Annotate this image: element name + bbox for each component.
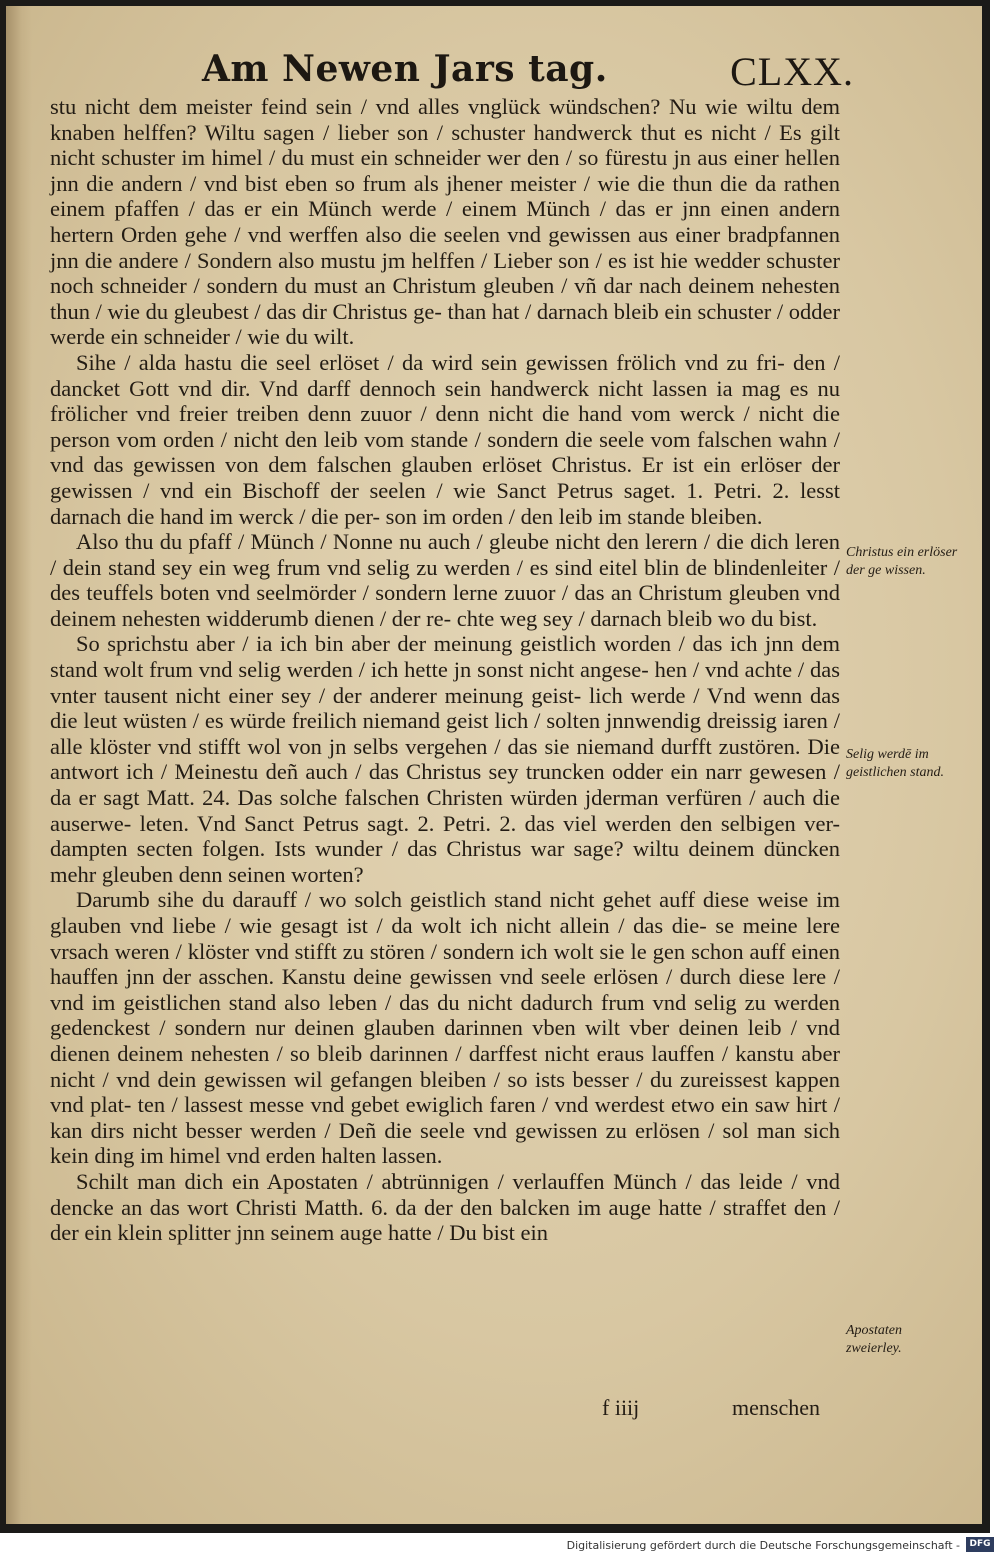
marginal-note-selig: Selig werdē im geistlichen stand. [846, 747, 944, 780]
paragraph-6: Schilt man dich ein Apostaten / abtrünnigen / verlauffen Münch / das leide / vnd dencke an das wort Christi Matth. 6. da der den balcken im auge hatte / straffet den / der ein klein splitter jnn seinem auge hatte / Du bist ein [50, 1168, 840, 1246]
dfg-logo: DFG [966, 1537, 994, 1552]
paragraph-5: Darumb sihe du darauff / wo solch geistlich stand nicht gehet auff diese weise im glauben vnd liebe / wie gesagt ist / da wolt ich nicht allein / das die- se meine lere vrsach weren / klöster vnd stifft zu stören / sondern ich wolt sie le gen schon auff einen hauffen jnn der asschen. Kanstu deine gewissen vnd seele erlösen / durch diese lere / vnd im geistlichen stand also leben / das du nicht dadurch frum vnd selig zu werden gedenckest / sondern nur deinen glauben darinnen vben wilt vber deinen leib / vnd dienen deinem nehesten / so bleib darinnen / darffest nicht eraus lauffen / kanstu aber nicht / vnd dein gewissen wil gefangen bleiben / so ists besser / du zureissest kappen vnd plat- ten / lassest messe vnd gebet ewiglich faren / vnd werdest etwo ein saw hirt / kan dirs nicht besser werden / Deñ die seele vnd gewissen zu erlösen / sol man sich kein ding im himel vnd erden halten lassen. [50, 887, 840, 1169]
paragraph-4: So sprichstu aber / ia ich bin aber der meinung geistlich worden / das ich jnn dem stand wolt frum vnd selig werden / ich hette jn sonst nicht angese- hen / vnd achte / das vnter tausent nicht einer sey / der anderer meinung geist- lich werde / Vnd wenn das die leut wüsten / es würde freilich niemand geist lich / solten jnnwendig dreissig iaren / alle klöster vnd stifft wol von jn selbs vergehen / das sie niemand durfft zustören. Die antwort ich / Meinestu deñ auch / das Christus sey truncken odder ein narr gewesen / da er sagt Matt. 24. Das solche falschen Christen würden jderman verfüren / auch die auserwe- leten. Vnd Sanct Petrus sagt. 2. Petri. 2. das viel werden den selbigen ver- dampten secten folgen. Ists wunder / das Christus war sage? wiltu deinem düncken mehr gleuben denn seinen worten? [50, 631, 840, 887]
paragraph-3: Also thu du pfaff / Münch / Nonne nu auch / gleube nicht den lerern / die dich leren / dein stand sey ein weg frum vnd selig zu werden / es sind eitel blin de blindenleiter / des teuffels boten vnd seelmörder / sondern lerne zuuor / das an Christum gleuben vnd deinem nehesten widderumb dienen / der re- chte weg sey / darnach bleib wo du bist. [50, 529, 840, 631]
book-page [6, 6, 982, 1524]
paragraph-2: Sihe / alda hastu die seel erlöset / da wird sein gewissen frölich vnd zu fri- den / dancket Gott vnd dir. Vnd darff dennoch sein handwerck nicht lassen ia mag es nu frölicher vnd freier treiben denn zuuor / denn nicht die hand vom werck / nicht die person vom orden / nicht den leib vom stande / sondern die seele vom falschen wahn / vnd das gewissen von dem falschen glauben erlöset Christus. Er ist ein erlöser der gewissen / vnd ein Bischoff der seelen / wie Sanct Petrus saget. 1. Petri. 2. lesst darnach die hand im werck / die per- son im orden / den leib im stande bleiben. [50, 349, 840, 529]
running-head: Am Newen Jars tag. [202, 48, 608, 90]
paragraph-1: stu nicht dem meister feind sein / vnd alles vnglück wündschen? Nu wie wiltu dem knaben helffen? Wiltu sagen / lieber son / schuster handwerck thut es nicht / Es gilt nicht schuster im himel / du must ein schneider wer den / so fürestu jn aus einer hellen jnn die andern / vnd bist eben so frum als jhener meister / wie die thun die da rathen einem pfaffen / das er ein Münch werde / einem Münch / das er jnn einen andern hertern Orden gehe / vnd werffen also die seelen vnd gewissen aus einer bradpfannen jnn die andere / Sondern also mustu jm helffen / Lieber son / es ist hie wedder schuster noch schneider / sondern du must an Christum gleuben / vñ dar nach deinem nehesten thun / wie du gleubest / das dir Christus ge- than hat / darnach bleib ein schuster / odder werde ein schneider / wie du wilt. [50, 94, 840, 350]
page-gutter-shadow [6, 6, 32, 1524]
signature-mark: f iiij [602, 1395, 640, 1420]
marginal-note-christus: Christus ein erlöser der ge wissen. [846, 545, 958, 578]
body-text [50, 94, 840, 1246]
funding-credit: Digitalisierung gefördert durch die Deutsche Forschungsgemeinschaft - [566, 1539, 960, 1552]
folio-number: CLXX. [730, 49, 854, 94]
marginal-note-apostaten: Apostaten zweierley. [846, 1323, 902, 1356]
catchword: menschen [732, 1395, 820, 1420]
